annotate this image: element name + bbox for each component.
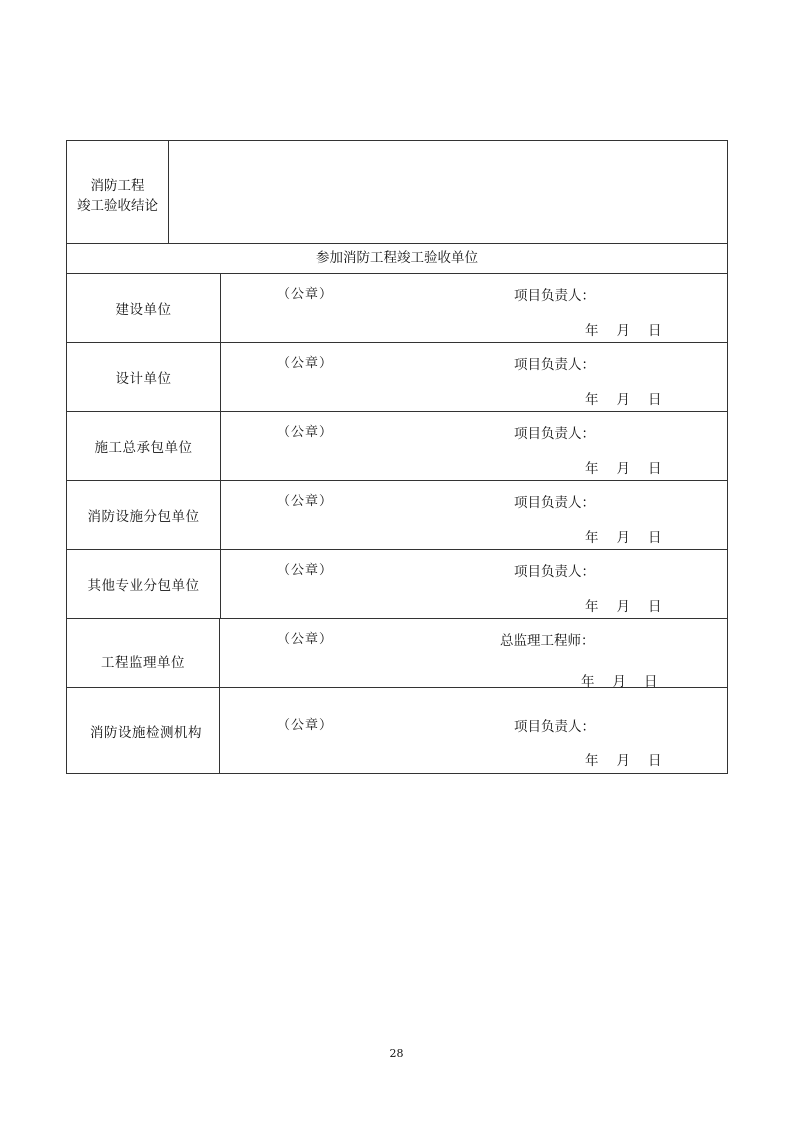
section-title: 参加消防工程竣工验收单位 — [67, 244, 727, 274]
date-line — [581, 670, 658, 690]
date-line — [585, 595, 662, 615]
date-month: 月 — [612, 674, 626, 690]
unit-row-construction — [67, 274, 727, 343]
date-year: 年 — [581, 674, 595, 690]
unit-name: 建设单位 — [67, 274, 221, 342]
date-day: 日 — [648, 392, 662, 408]
date-year: 年 — [585, 461, 599, 477]
date-line — [585, 749, 662, 769]
date-day: 日 — [648, 461, 662, 477]
unit-name: 消防设施分包单位 — [67, 481, 221, 549]
unit-row-general-contractor — [67, 412, 727, 481]
date-month: 月 — [616, 323, 630, 339]
seal-label: （公章） — [277, 494, 334, 509]
conclusion-label-cell — [67, 141, 169, 243]
date-month: 月 — [616, 599, 630, 615]
unit-row-other-subcontractor — [67, 550, 727, 619]
date-day: 日 — [648, 323, 662, 339]
seal-label: （公章） — [277, 425, 334, 440]
conclusion-label-line1: 消防工程 — [90, 178, 145, 194]
conclusion-row — [67, 141, 727, 244]
responsible-label: 项目负责人： — [514, 288, 595, 304]
date-line — [585, 526, 662, 546]
unit-row-testing-agency — [67, 688, 727, 773]
date-month: 月 — [616, 392, 630, 408]
seal-label: （公章） — [277, 632, 334, 647]
unit-row-supervision — [67, 619, 727, 688]
date-month: 月 — [616, 530, 630, 546]
date-year: 年 — [585, 323, 599, 339]
date-year: 年 — [585, 599, 599, 615]
unit-name: 施工总承包单位 — [67, 412, 221, 480]
conclusion-label-line2: 竣工验收结论 — [77, 198, 158, 214]
date-day: 日 — [648, 530, 662, 546]
page-number: 28 — [389, 1047, 404, 1060]
responsible-label: 项目负责人： — [514, 564, 595, 580]
seal-label: （公章） — [277, 356, 334, 371]
seal-label: （公章） — [277, 287, 334, 302]
responsible-label: 项目负责人： — [514, 426, 595, 442]
seal-label: （公章） — [277, 563, 334, 578]
date-line — [585, 388, 662, 408]
date-day: 日 — [648, 753, 662, 769]
date-day: 日 — [648, 599, 662, 615]
responsible-label: 项目负责人： — [514, 495, 595, 511]
date-line — [585, 319, 662, 339]
date-year: 年 — [585, 753, 599, 769]
date-month: 月 — [616, 753, 630, 769]
unit-row-fire-subcontractor — [67, 481, 727, 550]
unit-name: 工程监理单位 — [67, 619, 220, 687]
acceptance-form-table — [66, 140, 728, 774]
unit-name: 设计单位 — [67, 343, 221, 411]
date-month: 月 — [616, 461, 630, 477]
responsible-label: 总监理工程师： — [500, 633, 595, 649]
responsible-label: 项目负责人： — [514, 357, 595, 373]
date-day: 日 — [644, 674, 658, 690]
unit-name: 消防设施检测机构 — [67, 688, 220, 773]
date-line — [585, 457, 662, 477]
seal-label: （公章） — [277, 718, 334, 733]
unit-row-design — [67, 343, 727, 412]
date-year: 年 — [585, 530, 599, 546]
responsible-label: 项目负责人： — [514, 719, 595, 735]
conclusion-content-cell — [169, 141, 727, 243]
unit-name: 其他专业分包单位 — [67, 550, 221, 618]
date-year: 年 — [585, 392, 599, 408]
